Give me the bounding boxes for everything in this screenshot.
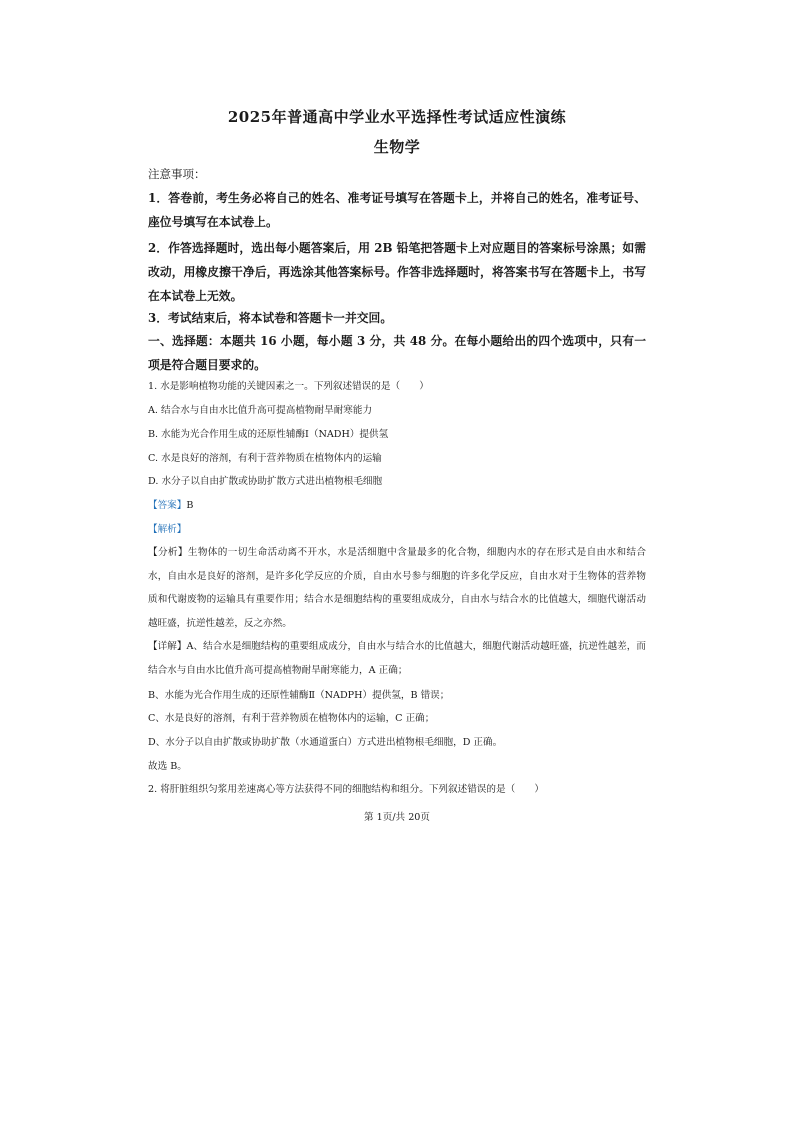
notice-item-3: 3．考试结束后，将本试卷和答题卡一并交回。 (148, 311, 393, 325)
exam-title: 2025年普通高中学业水平选择性考试适应性演练 (227, 108, 567, 126)
answer-line (148, 499, 646, 513)
analysis-tag: 【解析】 (148, 524, 187, 535)
xiangjie-tag: 【详解】 (148, 641, 187, 652)
subject-title: 生物学 (373, 138, 421, 156)
xiangjie-text: A、结合水是细胞结构的重要组成成分，自由水与结合水的比值越大，细胞代谢活动越旺盛，抗逆性越差，而结合水与自由水比值升高可提高植物耐旱耐寒能力，A 正确； (148, 641, 646, 676)
question-1-option-c: C. 水是良好的溶剂，有利于营养物质在植物体内的运输 (148, 453, 382, 464)
notice-item-2: 2．作答选择题时，选出每小题答案后，用 2B 铅笔把答题卡上对应题目的答案标号涂黑；如需改动，用橡皮擦干净后，再选涂其他答案标号。作答非选择题时，将答案书写在答题卡上，书写在本试卷上无效。 (148, 241, 646, 303)
page-footer: 第 1页/共 20页 (363, 812, 431, 823)
question-1-option-d: D. 水分子以自由扩散或协助扩散方式进出植物根毛细胞 (148, 476, 383, 487)
question-1-option-a: A. 结合水与自由水比值升高可提高植物耐旱耐寒能力 (148, 405, 373, 416)
question-2-stem: 2. 将肝脏组织匀浆用差速离心等方法获得不同的细胞结构和组分。下列叙述错误的是（ ） (148, 784, 544, 795)
fenxi-paragraph (148, 541, 646, 635)
fenxi-text: 生物体的一切生命活动离不开水，水是活细胞中含量最多的化合物，细胞内水的存在形式是自由水和结合水，自由水是良好的溶剂，是许多化学反应的介质，自由水号参与细胞的许多化学反应，自由水对于生物体的营养物质和代谢废物的运输具有重要作用；结合水是细胞结构的重要组成成分，自由水与结合水的比值越大，细胞代谢活动越旺盛，抗逆性越差，反之亦然。 (148, 547, 647, 629)
notice-item-1: 1．答卷前，考生务必将自己的姓名、准考证号填写在答题卡上，并将自己的姓名，准考证号、座位号填写在本试卷上。 (148, 191, 646, 229)
xiangjie-line-b: B、水能为光合作用生成的还原性辅酶Ⅱ（NADPH）提供氢，B 错误； (148, 690, 450, 701)
question-1-stem: 1. 水是影响植物功能的关键因素之一。下列叙述错误的是（ ） (148, 381, 429, 392)
fenxi-tag: 【分析】 (148, 547, 188, 558)
xiangjie-paragraph (148, 635, 646, 682)
question-1-option-b: B. 水能为光合作用生成的还原性辅酶Ⅰ（NADH）提供氢 (148, 429, 389, 440)
conclusion-line: 故选 B。 (148, 761, 187, 772)
xiangjie-line-c: C、水是良好的溶剂，有利于营养物质在植物体内的运输，C 正确； (148, 713, 435, 724)
xiangjie-line-d: D、水分子以自由扩散或协助扩散（水通道蛋白）方式进出植物根毛细胞，D 正确。 (148, 737, 503, 748)
notice-label: 注意事项： (148, 167, 206, 181)
answer-tag: 【答案】 (148, 500, 187, 511)
section-heading: 一、选择题：本题共 16 小题，每小题 3 分，共 48 分。在每小题给出的四个选项中，只有一项是符合题目要求的。 (148, 334, 646, 372)
answer-value: B (186, 500, 194, 511)
